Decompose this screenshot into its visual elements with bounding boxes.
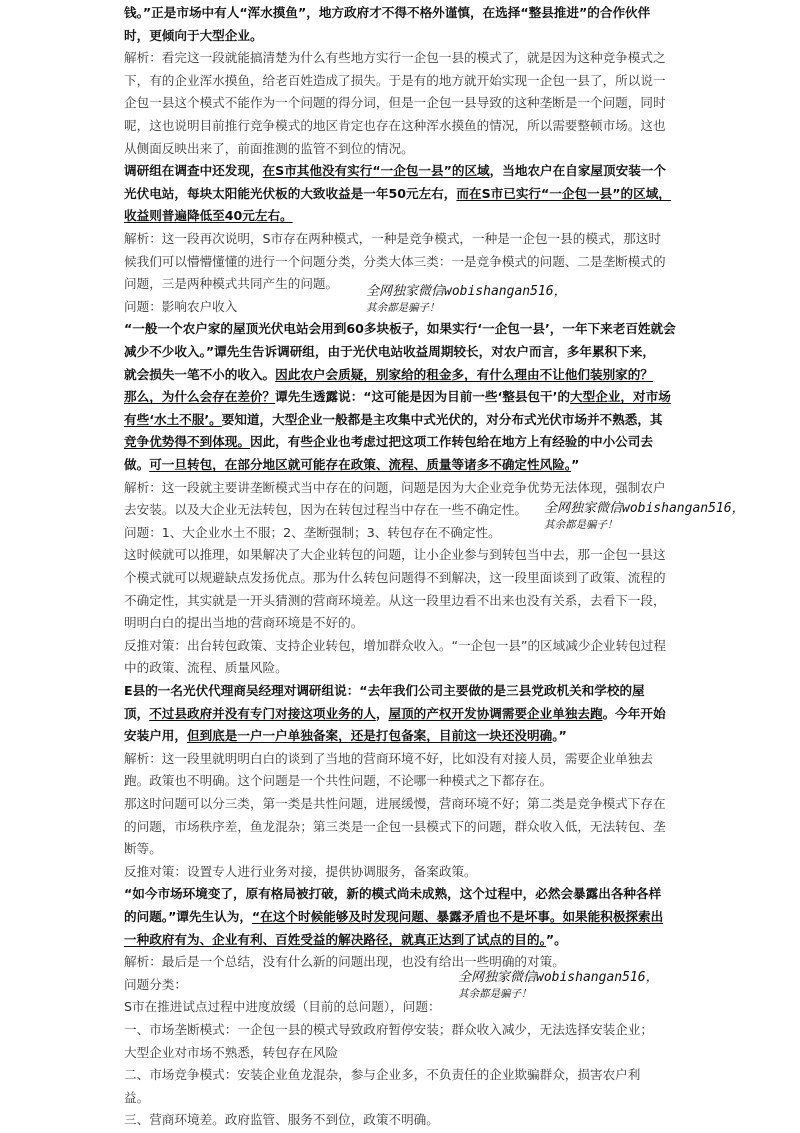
text-line bbox=[124, 929, 684, 951]
text-line bbox=[124, 793, 684, 815]
text-line bbox=[124, 431, 684, 453]
text-line bbox=[124, 883, 684, 905]
text-run: 企包一县这个模式不能作为一个问题的得分词，但是一企包一县导致的这种垄断是一个问题，同时 bbox=[124, 95, 666, 111]
text-run: 中的政策、流程、质量风险。 bbox=[124, 660, 288, 676]
text-run: “一般一个农户家的屋顶光伏电站会用到60多块板子，如果实行‘一企包一县’，一年下来老百姓就会 bbox=[124, 321, 676, 337]
underlined-text: 不过县政府并没有专门对接这项业务的人 bbox=[149, 705, 376, 721]
text-line bbox=[124, 861, 684, 883]
text-line bbox=[124, 703, 684, 725]
text-line bbox=[124, 1087, 684, 1109]
text-line bbox=[124, 386, 684, 408]
text-run: 个模式就可以规避缺点发扬优点。那为什么转包问题得不到解决，这一段里面谈到了政策、流程的 bbox=[124, 570, 666, 585]
text-run: E县的一名光伏代理商吴经理对调研组说：“去年我们公司主要做的是三县党政机关和学校的屋 bbox=[124, 683, 645, 698]
underlined-text: 因此农户会质疑，别家给的租金多，有什么理由不让他们装别家的？ bbox=[275, 366, 653, 382]
text-line bbox=[124, 364, 684, 386]
text-run: 明明白白的提出当地的营商环境是不好的。 bbox=[124, 615, 364, 631]
text-run: 要知道，大型企业一般都是主攻集中式光伏的，对分布式光伏市场并不熟悉，其 bbox=[221, 411, 663, 427]
text-run: 问题：影响农户收入 bbox=[124, 298, 238, 314]
text-run: 一、市场垄断模式：一企包一县的模式导致政府暂停安装；群众收入减少，无法选择安装企业； bbox=[124, 1022, 653, 1037]
underlined-text: 而在S市已实行“一企包一县”的区域， bbox=[456, 185, 671, 201]
text-run: 安装户用， bbox=[124, 728, 187, 744]
text-run: 解析：这一段再次说明，S市存在两种模式，一种是竞争模式，一种是一企包一县的模式，那这时 bbox=[124, 231, 661, 246]
text-run: 三、营商环境差。政府监管、服务不到位，政策不明确。 bbox=[124, 1112, 439, 1128]
text-line bbox=[124, 205, 684, 227]
text-run: 跑。政策也不明确。这个问题是一个共性问题，不论哪一种模式之下都存在。 bbox=[124, 773, 553, 789]
text-run: 反推对策：设置专人进行业务对接，提供协调服务，备案政策。 bbox=[124, 863, 477, 879]
text-run: 解析：看完这一段就能搞清楚为什么有些地方实行一企包一县的模式了，就是因为这种竞争模式之 bbox=[124, 50, 666, 66]
underlined-text: 屋顶的产权开发协调需要企业单独去跑 bbox=[388, 705, 603, 721]
text-line bbox=[124, 183, 684, 205]
text-run: 因此，有些企业也考虑过把这项工作转包给在地方上有经验的中小公司去 bbox=[249, 434, 653, 450]
text-run: ”。 bbox=[545, 931, 567, 947]
underlined-text: 竞争优势得不到体现。 bbox=[124, 434, 250, 450]
text-line bbox=[124, 138, 684, 160]
text-run: ” bbox=[571, 457, 580, 472]
text-run: 二、市场竞争模式：安装企业鱼龙混杂，参与企业多，不负责任的企业欺骗群众，损害农户利 bbox=[124, 1067, 641, 1083]
text-line bbox=[124, 748, 684, 770]
text-line bbox=[124, 70, 684, 92]
text-run: 问题分类： bbox=[124, 976, 187, 992]
text-line bbox=[124, 25, 684, 47]
text-line bbox=[124, 160, 684, 182]
text-run: 就会损失一笔不小的收入。 bbox=[124, 366, 276, 382]
text-run: ， bbox=[375, 705, 389, 721]
text-line bbox=[124, 228, 684, 250]
watermark-3 bbox=[458, 969, 659, 1003]
text-run: 做。 bbox=[124, 457, 150, 472]
watermark-subtext: 其余都是骗子！ bbox=[366, 302, 440, 314]
text-line bbox=[124, 251, 684, 273]
text-run: 钱。”正是市场中有人“浑水摸鱼”，地方政府才不得不格外谨慎，在选择“整县推进”的合作伙伴 bbox=[124, 5, 651, 20]
underlined-text: 收益则普遍降低至40元左右。 bbox=[124, 208, 293, 224]
text-line bbox=[124, 115, 684, 137]
watermark-subtext: 其余都是骗子！ bbox=[544, 519, 618, 531]
text-line bbox=[124, 590, 684, 612]
text-line bbox=[124, 544, 684, 566]
text-run: 反推对策：出台转包政策、支持企业转包，增加群众收入。“一企包一县”的区域减少企业转包过程 bbox=[124, 637, 666, 653]
text-run: 光伏电站，每块太阳能光伏板的大致收益是一年50元左右， bbox=[124, 185, 457, 201]
text-run: 不确定性，其实就是一开头猜测的营商环境差。从这一段里边看不出来也没有关系，去看下一段， bbox=[124, 592, 666, 608]
text-run: “如今市场环境变了，原有格局被打破，新的模式尚未成熟，这个过程中，必然会暴露出各种各样 bbox=[124, 886, 662, 902]
text-run: 调研组在调查中还发现， bbox=[124, 163, 263, 179]
text-run: 从侧面反映出来了，前面推测的监管不到位的情况。 bbox=[124, 140, 414, 156]
watermark-2 bbox=[544, 500, 745, 534]
text-line bbox=[124, 1019, 684, 1041]
text-run: 问题，三是两种模式共同产生的问题。 bbox=[124, 276, 339, 292]
text-line bbox=[124, 612, 684, 634]
text-line bbox=[124, 318, 684, 340]
underlined-text: 有些‘水土不服’。 bbox=[124, 411, 222, 427]
text-line bbox=[124, 635, 684, 657]
text-line bbox=[124, 770, 684, 792]
underlined-text: 但到底是一户一户单独备案，还是打包备案，目前这一块还没明确 bbox=[186, 728, 553, 744]
underlined-text: 在S市其他没有实行“一企包一县”的区域 bbox=[262, 163, 490, 179]
text-line bbox=[124, 341, 684, 363]
text-line bbox=[124, 1042, 684, 1064]
underlined-text: 一种政府有为、企业有利、百姓受益的解决路径，就真正达到了试点的目的。 bbox=[124, 931, 546, 947]
text-line bbox=[124, 838, 684, 860]
text-line bbox=[124, 454, 684, 476]
text-line bbox=[124, 567, 684, 589]
text-run: 下，有的企业浑水摸鱼，给老百姓造成了损失。于是有的地方就开始实现一企包一县了，所以说一 bbox=[124, 72, 666, 88]
text-run: 谭先生透露说：“这可能是因为目前一些‘整县包干’的 bbox=[275, 389, 571, 405]
text-line bbox=[124, 657, 684, 679]
text-line bbox=[124, 92, 684, 114]
text-run: 解析：这一段里就明明白白的谈到了当地的营商环境不好，比如没有对接人员，需要企业单独去 bbox=[124, 750, 653, 766]
text-line bbox=[124, 725, 684, 747]
text-run: 这时候就可以推理，如果解决了大企业转包的问题，让小企业参与到转包当中去，那一企包一县这 bbox=[124, 547, 666, 563]
text-run: 断等。 bbox=[124, 841, 162, 857]
text-line bbox=[124, 1109, 684, 1131]
watermark-1 bbox=[366, 283, 567, 317]
text-run: 问题：1、大企业水土不服；2、垄断强制；3、转包存在不确定性。 bbox=[124, 524, 501, 540]
text-run: 的问题，市场秩序差，鱼龙混杂；第三类是一企包一县模式下的问题，群众收入低，无法转包、垄 bbox=[124, 818, 666, 834]
text-line bbox=[124, 816, 684, 838]
text-line bbox=[124, 477, 684, 499]
text-run: 解析：这一段就主要讲垄断模式当中存在的问题，问题是因为大企业竞争优势无法体现，强制农户 bbox=[124, 479, 666, 495]
watermark-text: 全网独家微信wobishangan516， bbox=[458, 970, 659, 985]
watermark-subtext: 其余都是骗子！ bbox=[458, 988, 532, 1000]
underlined-text: “在这个时候能够及时发现问题、暴露矛盾也不是坏事。如果能积极探索出 bbox=[251, 909, 664, 924]
text-run: 时，更倾向于大型企业。 bbox=[124, 27, 263, 43]
text-run: 。今年开始 bbox=[602, 705, 666, 721]
text-run: 益。 bbox=[124, 1089, 150, 1105]
text-line bbox=[124, 47, 684, 69]
watermark-text: 全网独家微信wobishangan516， bbox=[366, 284, 567, 299]
text-line bbox=[124, 409, 684, 431]
text-run: 那这时问题可以分三类，第一类是共性问题，进展缓慢，营商环境不好；第二类是竞争模式下存在 bbox=[124, 796, 666, 811]
text-run: 顶， bbox=[124, 705, 150, 721]
text-run: 候我们可以懵懵懂懂的进行一个问题分类，分类大体三类：一是竞争模式的问题、二是垄断模式的 bbox=[124, 253, 666, 269]
text-run: 减少不少收入。”谭先生告诉调研组，由于光伏电站收益周期较长，对农户而言，多年累积下来， bbox=[124, 344, 655, 359]
underlined-text: 那么，为什么会存在差价？ bbox=[124, 389, 276, 405]
text-run: 解析：最后是一个总结，没有什么新的问题出现，也没有给出一些明确的对策。 bbox=[124, 954, 565, 970]
text-line bbox=[124, 2, 684, 24]
text-run: 的问题。”谭先生认为， bbox=[124, 909, 252, 924]
text-run: 。” bbox=[552, 728, 567, 744]
text-run: ，当地农户在自家屋顶安装一个 bbox=[489, 163, 666, 179]
text-run: 大型企业对市场不熟悉，转包存在风险 bbox=[124, 1044, 339, 1060]
text-line bbox=[124, 906, 684, 928]
text-run: 呢，这也说明目前推行竞争模式的地区肯定也存在这种浑水摸鱼的情况，所以需要整顿市场。这也 bbox=[124, 118, 666, 133]
underlined-text: 可一旦转包，在部分地区就可能存在政策、流程、质量等诸多不确定性风险。 bbox=[149, 457, 572, 472]
text-run: 去安装。以及大企业无法转包，因为在转包过程当中存在一些不确定性。 bbox=[124, 502, 527, 518]
underlined-text: 大型企业，对市场 bbox=[570, 389, 671, 405]
text-line bbox=[124, 680, 684, 702]
text-line bbox=[124, 1064, 684, 1086]
text-run: S市在推进试点过程中进度放缓（目前的总问题），问题： bbox=[124, 999, 441, 1015]
watermark-text: 全网独家微信wobishangan516， bbox=[544, 501, 745, 516]
